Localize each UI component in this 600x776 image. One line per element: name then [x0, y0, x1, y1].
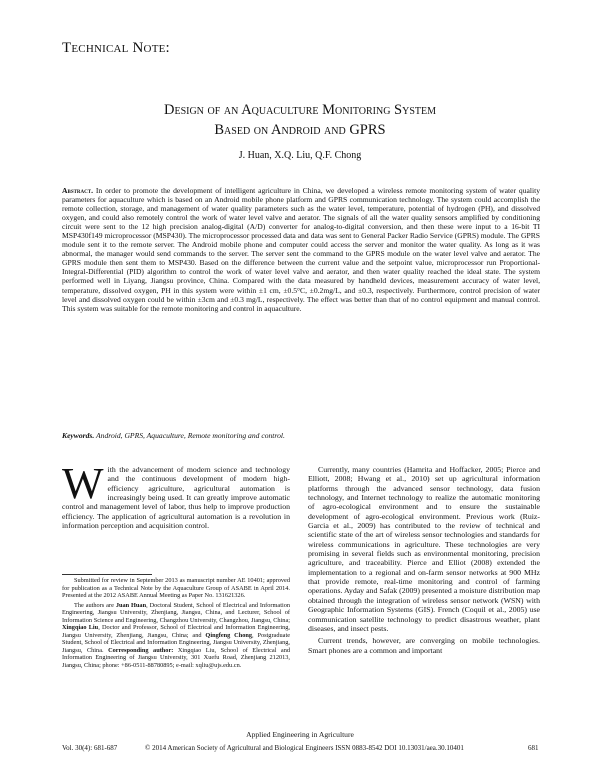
footnotes: [62, 577, 290, 672]
title-line-2: Based on Android and GPRS: [214, 122, 386, 138]
author-list: J. Huan, X.Q. Liu, Q.F. Chong: [238, 150, 362, 161]
right-paragraph-2: Current trends, however, are converging on mobile technologies. Smart phones are a common and important: [308, 636, 540, 655]
keywords-label: Keywords.: [62, 431, 95, 440]
keywords-text: Android, GPRS, Aquaculture, Remote monitoring and control.: [96, 431, 285, 440]
left-column: [62, 459, 290, 531]
footnote-divider: [62, 574, 152, 575]
publisher-info: © 2014 American Society of Agricultural and Biological Engineers ISSN 0883-8542 DOI 10.13031/aea.30.10401: [145, 744, 464, 752]
right-paragraph-1: Currently, many countries (Hamrita and Hoffacker, 2005; Pierce and Elliott, 2008; Hwang et al., 2010) set up agricultural information platforms through the advanced sensor technology, data fusion technology, and Internet technology to realize the automatic monitoring of agro-ecological environment and to ensure the sustainable development of agro-ecological environment. Previous work (Ruiz-Garcia et al., 2009) has contributed to the review of technical and scientific state of the art of wireless sensor technologies and standards for wireless communications in agriculture. These technologies are very promising in several fields such as environmental monitoring, precision agriculture, and traceability. Pierce and Elliot (2008) extended the implementation to a regional and on-farm sensor networks at 900 MHz that provide remote, real-time monitoring and control of farming operations. Ayday and Safak (2009) presented a moisture distribution map obtained through the integration of wireless sensor network (WSN) with Geographic Information Systems (GIS). French (Coquil et al., 2005) use communication satellite technology to predict disastrous weather, plant diseases, and insect pests.: [308, 465, 540, 633]
abstract-label: Abstract.: [62, 186, 94, 195]
intro-text: ith the advancement of modern science and technology and the continuous development of modern high-efficiency agriculture, agricultural automation is increasingly being used. It can greatly improve automatic control and management level of labor, thus help to improve production efficiency. The application of agricultural automation is a revolution in information perception and acquisition control.: [62, 465, 290, 531]
journal-name: Applied Engineering in Agriculture: [246, 730, 354, 739]
paper-title: [70, 100, 530, 140]
right-column: [308, 465, 540, 658]
keywords: [62, 431, 540, 440]
footnote-authors: The authors are Juan Huan, Doctoral Student, School of Electrical and Information Engineering, Jiangsu University, Zhenjiang, Jiangsu, China, and Lecturer, School of Information Science and Engineering, Changzhou University, Changzhou, Jiangsu, China; Xingqiao Liu, Doctor and Professor, School of Electrical and Information Engineering, Jiangsu University, Zhenjiang, Jiangsu, China; and Qingfeng Chong, Postgraduate Student, School of Electrical and Information Engineering, Jiangsu University, Zhenjiang, Jiangsu, China. Corresponding author: Xingqiao Liu, School of Electrical and Information Engineering of Jiangsu University, 301 Xuefu Road, Zhenjiang 212013, Jiangsu, China; phone: +86-0511-88780895; e-mail: xqliu@ujs.edu.cn.: [62, 601, 291, 670]
title-line-1: Design of an Aquaculture Monitoring System: [163, 102, 436, 118]
abstract-text: In order to promote the development of intelligent agriculture in China, we developed a wireless remote monitoring system of water quality parameters for aquaculture which is based on an Android mobile phone platform and GPRS communication technology. The system could accomplish the remote collection, storage, and management of water quality parameters such as the water level, temperature, potential of hydrogen (PH), and dissolved oxygen, and could also remotely control the work of water level valve and aerator. The signals of all the water quality sensors amplified by conditioning circuit were sent to the 12 high precision analog-digital (A/D) converter for analog-to-digital conversion, and then these were input to a 16-bit TI MSP430f149 microprocessor (MSP430). The microprocessor processed data and data was sent to General Packer Radio Service (GPRS) module. The GPRS module sent it to the remote server. The Android mobile phone and computer could access the server and monitor the water quality. As long as it was abnormal, the manager would send commands to the server. The server sent the command to the GPRS module on the water level valve and aerator. The GPRS module then sent them to MSP430. Based on the difference between the current value and the setpoint value, microprocessor run Proportional-Integral-Differential (PID) algorithm to control the work of water level valve and aerator, and then water quality reached the ideal state. The system performed well in Liyang, Jiangsu province, China. Compared with the data measured by handheld devices, measurement accuracy of water level, temperature, dissolved oxygen, PH in this system were within ±1 cm, ±0.5°C, ±0.2mg/L, and ±0.3, respectively. Furthermore, control precision of water level and dissolved oxygen could be within ±3cm and ±0.3 mg/L, respectively. The effect was better than that of no control equipment and manual control. This system was suitable for the remote monitoring and control in aquaculture.: [62, 186, 541, 313]
section-label: Technical Note:: [62, 40, 170, 56]
abstract: [62, 186, 540, 313]
page-number: 681: [528, 744, 539, 752]
drop-cap: W: [62, 459, 104, 508]
volume-info: Vol. 30(4): 681-687: [62, 744, 118, 752]
footnote-submitted: Submitted for review in September 2013 as manuscript number AE 10401; approved for publication as a Technical Note by the Aquaculture Group of ASABE in April 2014. Presented at the 2012 ASABE Annual Meeting as Paper No. 131621326.: [62, 577, 290, 600]
